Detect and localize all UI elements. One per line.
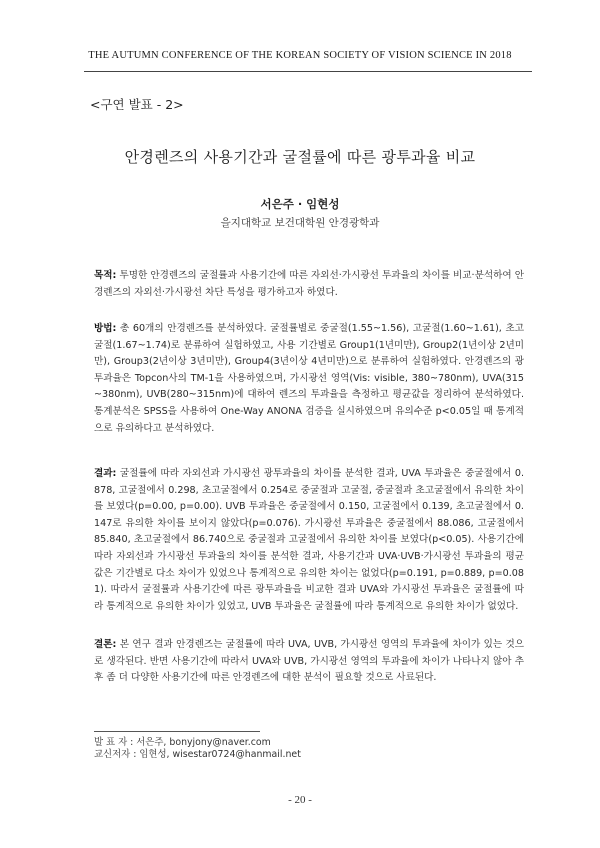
conclusion-label: 결론: bbox=[94, 639, 117, 650]
session-label: <구연 발표 - 2> bbox=[90, 97, 184, 112]
footnote-divider bbox=[94, 731, 260, 732]
purpose-section bbox=[94, 268, 524, 301]
results-section bbox=[94, 466, 524, 615]
affiliation: 을지대학교 보건대학원 안경광학과 bbox=[220, 217, 380, 229]
conclusion-section bbox=[94, 637, 524, 687]
purpose-text: 투명한 안경렌즈의 굴절률과 사용기간에 따른 자외선·가시광선 투과율의 차이를 비교·분석하여 안경렌즈의 자외선·가시광선 차단 특성을 평가하고자 하였다. bbox=[94, 270, 524, 298]
footnote-corresponding-author: 교신저자 : 임현성, wisestar0724@hanmail.net bbox=[94, 749, 301, 760]
conference-header: THE AUTUMN CONFERENCE OF THE KOREAN SOCIETY OF VISION SCIENCE IN 2018 bbox=[88, 50, 512, 61]
header-divider bbox=[84, 71, 532, 72]
results-label: 결과: bbox=[94, 468, 117, 479]
authors: 서은주 · 임현성 bbox=[260, 197, 340, 211]
paper-title: 안경렌즈의 사용기간과 굴절률에 따른 광투과율 비교 bbox=[124, 148, 476, 166]
methods-label: 방법: bbox=[94, 323, 117, 334]
purpose-label: 목적: bbox=[94, 270, 117, 281]
footnote-presenter: 발 표 자 : 서은주, bonyjony@naver.com bbox=[94, 737, 271, 748]
conclusion-text: 본 연구 결과 안경렌즈는 굴절률에 따라 UVA, UVB, 가시광선 영역의 투과율에 차이가 있는 것으로 생각된다. 반면 사용기간에 따라서 UVA와 UVB, 가시광선 영역의 투과율에 차이가 나타나지 않아 추후 좀 더 다양한 사용기간에 따른 안경렌즈에 대한 분석이 필요할 것으로 사료된다. bbox=[94, 639, 524, 684]
page-number: - 20 - bbox=[288, 794, 312, 806]
methods-text: 총 60개의 안경렌즈를 분석하였다. 굴절률별로 중굴절(1.55~1.56), 고굴절(1.60~1.61), 초고굴절(1.67~1.74)로 분류하여 실험하였고, 사용 기간별로 Group1(1년미만), Group2(1년이상 2년미만), Group3(2년이상 3년미만), Group4(3년이상 4년미만)으로 분류하여 실험하였다. 안경렌즈의 광투과율은 Topcon사의 TM-1을 사용하였으며, 가시광선 영역(Vis: visible, 380~780nm), UVA(315~380nm), UVB(280~315nm)에 대하여 렌즈의 투과율을 측정하고 평균값을 정리하여 분석하였다. 통계분석은 SPSS을 사용하여 One-Way ANONA 검증을 실시하였으며 유의수준 p<0.05일 때 통계적으로 유의하다고 분석하였다. bbox=[94, 323, 524, 434]
methods-section bbox=[94, 321, 524, 437]
results-text: 굴절률에 따라 자외선과 가시광선 광투과율의 차이를 분석한 결과, UVA 투과율은 중굴절에서 0.878, 고굴절에서 0.298, 초고굴절에서 0.254로 중굴절과 고굴절, 중굴절과 초고굴절에서 유의한 차이를 보였다(p=0.00, p=0.00). UVB 투과율은 중굴절에서 0.150, 고굴절에서 0.139, 초고굴절에서 0.147로 유의한 차이를 보이지 않았다(p=0.076). 가시광선 투과율은 중굴절에서 88.086, 고굴절에서 85.840, 초고굴절에서 86.740으로 중굴절과 고굴절에서 유의한 차이를 보였다(p<0.05). 사용기간에 따라 자외선과 가시광선 투과율의 차이를 분석한 결과, 사용기간과 UVA·UVB·가시광선 투과율의 평균값은 기간별로 다소 차이가 있었으나 통계적으로 유의한 차이는 없었다(p=0.191, p=0.889, p=0.081). 따라서 굴절률과 사용기간에 따른 광투과율을 비교한 결과 UVA와 가시광선 투과율은 굴절률에 따라 통계적으로 유의한 차이가 있었고, UVB 투과율은 굴절률에 따라 통계적으로 유의한 차이가 없었다. bbox=[94, 468, 524, 612]
